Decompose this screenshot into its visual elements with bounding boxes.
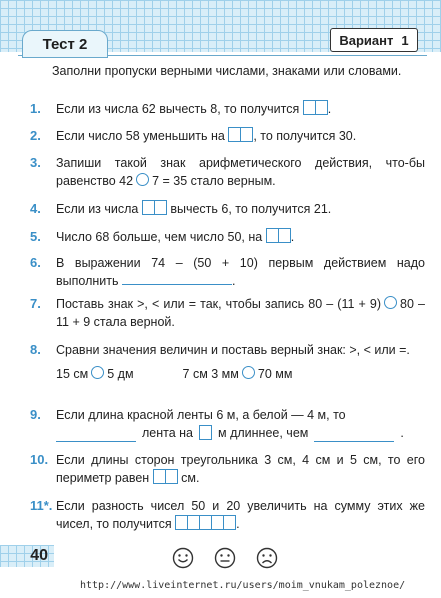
instructions: Заполни пропуски верными числами, знаками или словами. [52,64,402,78]
self-assessment-faces [172,547,278,569]
compare-left-1: 15 см [56,367,89,381]
task-text: м длиннее, чем [218,426,309,440]
answer-cell[interactable] [266,228,279,243]
page-number-text: 40 [30,547,48,564]
task-number: 2. [30,128,41,143]
task-number: 5. [30,229,41,244]
task-text: Сравни значения величин и поставь верный знак: >, < или =. [56,343,410,357]
task-text: Если разность чисел 50 и 20 увеличить на сумму этих же чисел, то получится [56,499,425,531]
task-4 [30,200,425,218]
answer-cell[interactable] [303,100,316,115]
task-text: лента на [142,426,194,440]
task-7 [30,295,425,331]
task-number: 9. [30,407,41,422]
task-text-end: . [327,102,332,116]
sad-face-icon[interactable] [256,547,278,569]
happy-face-icon[interactable] [172,547,194,569]
task-text: В выражении 74 – (50 + 10) первым действием надо выполнить [56,256,425,288]
test-label-tab [22,30,108,58]
task-text: Поставь знак >, < или = так, чтобы запись 80 – (11 + 9) [56,297,382,311]
task-text: Если из числа [56,202,139,216]
task-text-end: 80 – 11 + 9 стала верной. [56,297,425,329]
task-number: 8. [30,342,41,357]
compare-left-2: 7 см 3 мм [182,367,239,381]
sign-circle[interactable] [91,366,104,379]
task-9 [30,406,425,442]
task-number: 6. [30,255,41,270]
answer-cell[interactable] [142,200,155,215]
task-number: 7. [30,296,41,311]
task-10 [30,451,425,487]
compare-right-1: 5 дм [107,367,134,381]
task-text: Если число 58 уменьшить на [56,129,225,143]
sign-circle[interactable] [384,296,397,309]
task-text-end: вычесть 6, то получится 21. [170,202,332,216]
answer-cell[interactable] [199,425,212,440]
task-1 [30,100,425,118]
answer-cell[interactable] [153,469,166,484]
answer-line[interactable] [122,274,232,285]
variant-number: 1 [401,32,409,48]
sign-circle[interactable] [136,173,149,186]
task-2 [30,127,425,145]
answer-cell[interactable] [224,515,236,530]
task-number: 3. [30,155,41,170]
task-3 [30,154,425,190]
answer-cell[interactable] [241,127,253,142]
variant-label: Вариант [339,32,394,48]
answer-cell[interactable] [279,228,291,243]
answer-cell[interactable] [188,515,200,530]
answer-cell[interactable] [200,515,212,530]
task-number: 1. [30,101,41,116]
neutral-face-icon[interactable] [214,547,236,569]
task-text-end: . [231,274,236,288]
answer-cell[interactable] [155,200,167,215]
answer-cell[interactable] [212,515,224,530]
task-text-end: . [400,426,404,440]
task-6 [30,254,425,290]
task-text-end: см. [181,471,200,485]
task-text-end: . [290,230,295,244]
task-number: 11*. [30,498,53,513]
task-text-end: . [236,517,240,531]
test-label: Тест 2 [42,35,88,53]
task-number: 4. [30,201,41,216]
task-11 [30,497,425,533]
answer-line[interactable] [56,431,136,442]
task-text: Число 68 больше, чем число 50, на [56,230,263,244]
task-number: 10. [30,452,49,467]
answer-cell[interactable] [316,100,328,115]
page-number [0,545,54,567]
compare-right-2: 70 мм [257,367,293,381]
task-5 [30,228,425,246]
task-text: Запиши такой знак арифметического действия, что-бы равенство 42 [56,156,425,188]
answer-line[interactable] [314,431,394,442]
task-text: Если длина красной ленты 6 м, а белой — 4 м, то [56,408,346,422]
sign-circle[interactable] [242,366,255,379]
source-url: http://www.liveinternet.ru/users/moim_vnukam_poleznoe/ [80,580,406,591]
task-text-end: 7 = 35 стало верным. [152,174,276,188]
task-text: Если длины сторон треугольника 3 см, 4 см и 5 см, то его периметр равен [56,453,425,485]
answer-cell[interactable] [228,127,241,142]
task-text: Если из числа 62 вычесть 8, то получится [56,102,300,116]
answer-cell[interactable] [175,515,188,530]
task-text-end: , то получится 30. [253,129,357,143]
variant-box [330,28,418,52]
answer-cell[interactable] [166,469,178,484]
task-8 [30,341,425,383]
